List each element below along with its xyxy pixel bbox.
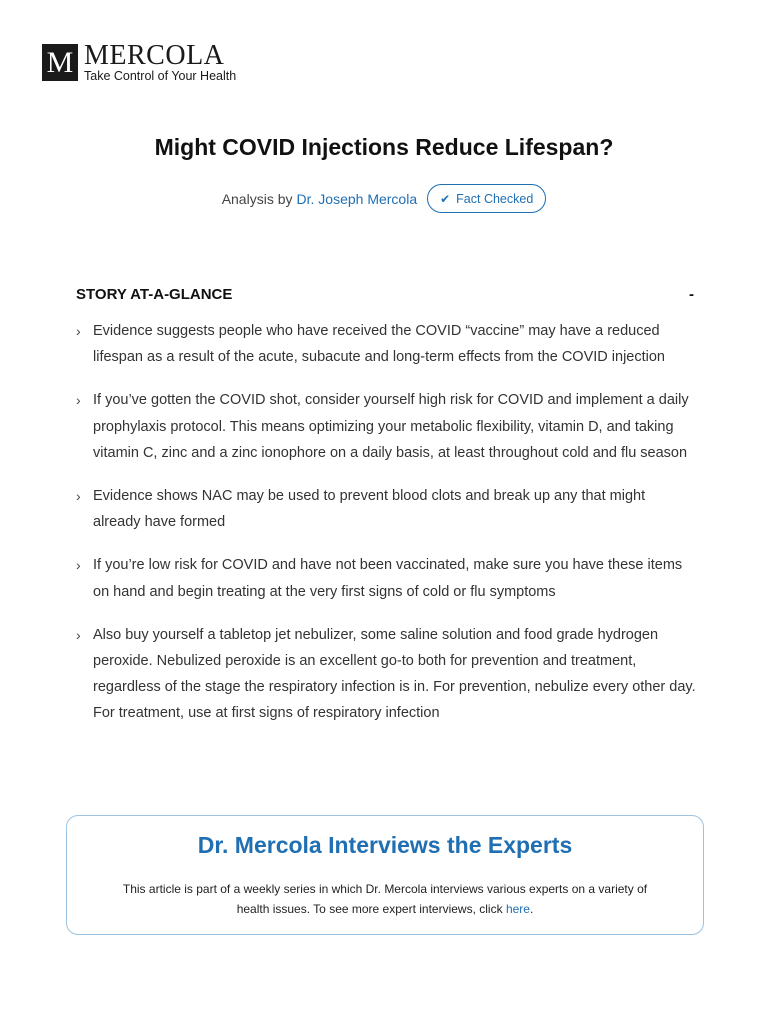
list-item-text: If you’re low risk for COVID and have not been vaccinated, make sure you have these items on hand and begin treating at the very first signs of cold or flu symptoms (93, 557, 683, 600)
logo-mark: M (42, 44, 78, 81)
experts-callout (66, 815, 704, 935)
chevron-right-icon: › (76, 626, 81, 643)
experts-body (105, 879, 665, 919)
list-item-text: Evidence suggests people who have received the COVID “vaccine” may have a reduced lifespan as a result of the acute, subacute and long-term effects from the COVID injection (93, 323, 665, 366)
list-item-text: Evidence shows NAC may be used to prevent blood clots and break up any that might already have formed (93, 488, 646, 531)
chevron-right-icon: › (76, 488, 81, 505)
list-item (76, 318, 696, 370)
experts-suffix: . (529, 902, 534, 916)
check-icon: ✔ (440, 191, 451, 206)
experts-title: Dr. Mercola Interviews the Experts (197, 832, 573, 858)
fact-checked-button[interactable] (427, 184, 546, 213)
collapse-toggle[interactable]: - (689, 286, 694, 303)
chevron-right-icon: › (76, 392, 81, 409)
article-title: Might COVID Injections Reduce Lifespan? (154, 134, 614, 160)
chevron-right-icon: › (76, 557, 81, 574)
list-item (76, 387, 696, 466)
list-item (76, 552, 696, 604)
mercola-logo[interactable] (42, 40, 237, 84)
story-at-a-glance-header[interactable] (76, 286, 694, 303)
list-item (76, 483, 696, 535)
glance-heading: STORY AT-A-GLANCE (76, 286, 233, 303)
experts-link[interactable]: here (505, 902, 530, 916)
experts-body-text: This article is part of a weekly series in which Dr. Mercola interviews various experts on a variety of health issues. To see more expert interviews, click (122, 882, 648, 916)
byline (0, 184, 768, 213)
list-item-text: If you’ve gotten the COVID shot, consider yourself high risk for COVID and implement a daily prophylaxis protocol. This means optimizing your metabolic flexibility, vitamin D, and taking vitamin C, zinc and a zinc ionophore on a daily basis, at least throughout cold and flu season (93, 392, 689, 461)
chevron-right-icon: › (76, 323, 81, 339)
byline-prefix: Analysis by (221, 190, 293, 207)
fact-checked-label: Fact Checked (456, 191, 534, 206)
list-item-text: Also buy yourself a tabletop jet nebulizer, some saline solution and food grade hydrogen peroxide. Nebulized peroxide is an excellent go-to both for prevention and treatment, regardless of the stage the respiratory infection is in. For prevention, nebulize every other day. For treatment, use at first signs of respiratory infection (93, 626, 696, 722)
glance-list (76, 318, 696, 744)
logo-name: MERCOLA (84, 40, 225, 71)
logo-text (84, 40, 237, 84)
logo-tagline: Take Control of Your Health (84, 69, 237, 83)
author-link[interactable]: Dr. Joseph Mercola (296, 190, 418, 207)
list-item (76, 622, 696, 727)
